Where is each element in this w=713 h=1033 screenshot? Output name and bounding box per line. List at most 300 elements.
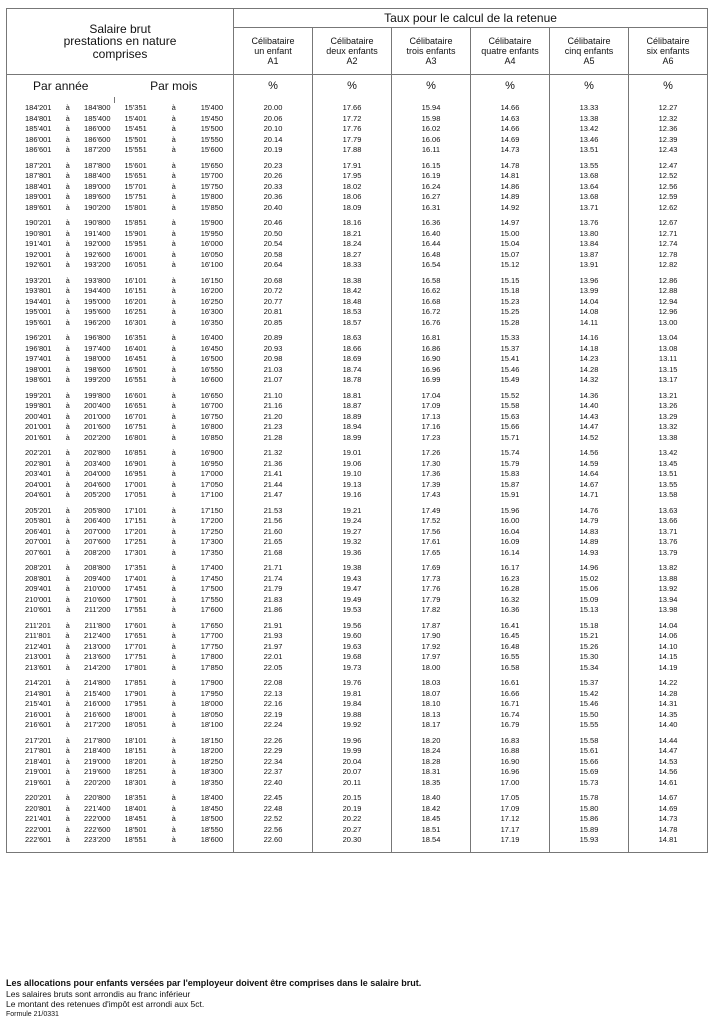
- range-separator: à: [171, 688, 176, 698]
- rate-a2: 18.09: [313, 203, 392, 214]
- rate-a6: 12.59: [629, 192, 708, 203]
- range-separator: à: [65, 631, 70, 640]
- range-separator: à: [65, 375, 70, 384]
- monthly-to: 17'300: [200, 537, 223, 546]
- rate-a6: 14.56: [629, 767, 708, 778]
- range-separator: à: [65, 814, 70, 823]
- rate-a6: 13.42: [629, 448, 708, 459]
- rate-a4: 14.92: [471, 203, 550, 214]
- range-separator: à: [65, 490, 70, 499]
- rate-a1: 22.48: [234, 804, 313, 815]
- monthly-to: 18'000: [200, 699, 223, 708]
- monthly-range: [115, 433, 234, 444]
- monthly-to: 17'350: [200, 547, 223, 557]
- monthly-range: [115, 448, 234, 459]
- monthly-to: 15'400: [200, 103, 223, 112]
- rate-a3: 17.73: [392, 574, 471, 585]
- annual-to: 220'800: [84, 793, 111, 802]
- annual-from: 196'801: [25, 343, 52, 353]
- monthly-from: 17'851: [124, 678, 147, 687]
- table-row: [7, 757, 708, 768]
- rate-a4: 15.63: [471, 412, 550, 423]
- annual-from: 211'801: [25, 631, 51, 640]
- rate-a6: 14.06: [629, 631, 708, 642]
- monthly-to: 17'450: [200, 573, 223, 583]
- rate-a2: 17.88: [313, 145, 392, 156]
- annual-to: 196'800: [84, 333, 111, 342]
- range-separator: à: [171, 490, 176, 499]
- annual-to: 220'200: [84, 777, 111, 787]
- monthly-to: 18'050: [200, 709, 223, 719]
- monthly-range: [115, 344, 234, 355]
- rate-a6: 12.74: [629, 239, 708, 250]
- rate-a2: 18.63: [313, 333, 392, 344]
- range-separator: à: [65, 286, 70, 295]
- rate-a1: 22.16: [234, 699, 313, 710]
- annual-to: 219'000: [84, 756, 111, 766]
- rate-a5: 13.46: [550, 135, 629, 146]
- rate-a1: 21.83: [234, 595, 313, 606]
- annual-to: 218'400: [84, 746, 111, 755]
- rate-a6: 13.98: [629, 605, 708, 616]
- monthly-to: 16'150: [200, 275, 223, 285]
- monthly-range: [115, 401, 234, 412]
- table-row: [7, 563, 708, 574]
- monthly-range: [115, 678, 234, 689]
- rate-a4: 16.28: [471, 584, 550, 595]
- table-row: [7, 318, 708, 329]
- rate-a6: 13.15: [629, 365, 708, 376]
- monthly-to: 17'050: [200, 479, 223, 489]
- rate-a3: 16.48: [392, 250, 471, 261]
- monthly-range: [115, 516, 234, 527]
- monthly-from: 15'401: [124, 113, 147, 123]
- annual-to: 222'000: [84, 814, 111, 823]
- rate-a1: 20.26: [234, 171, 313, 182]
- rate-a1: 20.06: [234, 114, 313, 125]
- rate-a3: 17.87: [392, 621, 471, 632]
- annual-to: 200'400: [84, 401, 111, 410]
- table-row: [7, 182, 708, 193]
- rate-a4: 14.78: [471, 161, 550, 172]
- range-separator: à: [65, 458, 70, 468]
- rate-a4: 15.49: [471, 375, 550, 386]
- range-separator: à: [65, 181, 70, 191]
- range-separator: à: [171, 756, 176, 766]
- rate-a2: 18.33: [313, 260, 392, 271]
- rate-a4: 15.74: [471, 448, 550, 459]
- rate-a4: 16.00: [471, 516, 550, 527]
- table-row: [7, 793, 708, 804]
- range-separator: à: [65, 432, 70, 442]
- annual-range: [7, 333, 115, 344]
- rate-a6: 13.63: [629, 506, 708, 517]
- annual-range: [7, 297, 115, 308]
- annual-from: 208'801: [25, 573, 52, 583]
- annual-from: 201'601: [25, 432, 52, 442]
- annual-range: [7, 605, 115, 616]
- rate-a1: 22.24: [234, 720, 313, 731]
- rate-a6: 12.32: [629, 114, 708, 125]
- rate-a3: 16.62: [392, 286, 471, 297]
- monthly-range: [115, 145, 234, 156]
- table-row: [7, 171, 708, 182]
- range-separator: à: [171, 145, 176, 154]
- annual-from: 215'401: [25, 699, 52, 708]
- rate-a2: 18.81: [313, 391, 392, 402]
- range-separator: à: [65, 275, 70, 285]
- rate-a2: 19.76: [313, 678, 392, 689]
- range-separator: à: [171, 333, 176, 342]
- rate-a3: 16.06: [392, 135, 471, 146]
- rate-a6: 14.69: [629, 804, 708, 815]
- range-separator: à: [171, 479, 176, 489]
- annual-from: 202'201: [25, 448, 52, 457]
- range-separator: à: [65, 103, 70, 112]
- monthly-range: [115, 574, 234, 585]
- rate-a3: 16.02: [392, 124, 471, 135]
- rate-a4: 16.79: [471, 720, 550, 731]
- monthly-range: [115, 804, 234, 815]
- rate-a3: 17.61: [392, 537, 471, 548]
- column-header-line1: Célibataire: [409, 36, 453, 46]
- rate-a6: 14.31: [629, 699, 708, 710]
- range-separator: à: [171, 824, 176, 834]
- range-separator: à: [65, 343, 70, 353]
- monthly-range: [115, 746, 234, 757]
- annual-from: 206'401: [25, 526, 52, 536]
- monthly-from: 16'751: [124, 422, 147, 431]
- annual-to: 204'000: [84, 469, 111, 478]
- rate-a6: 13.66: [629, 516, 708, 527]
- monthly-from: 17'751: [124, 652, 147, 661]
- annual-range: [7, 631, 115, 642]
- range-separator: à: [171, 401, 176, 410]
- rate-a3: 16.58: [392, 276, 471, 287]
- annual-range: [7, 412, 115, 423]
- monthly-range: [115, 710, 234, 721]
- monthly-to: 16'450: [200, 343, 223, 353]
- monthly-range: [115, 793, 234, 804]
- annual-to: 185'400: [84, 113, 111, 123]
- rate-a4: 15.15: [471, 276, 550, 287]
- monthly-from: 18'351: [124, 793, 147, 802]
- monthly-to: 17'100: [200, 490, 223, 499]
- monthly-range: [115, 825, 234, 836]
- monthly-from: 15'551: [124, 145, 147, 154]
- column-header-line1: Célibataire: [330, 36, 374, 46]
- rate-a4: 15.12: [471, 260, 550, 271]
- table-row: [7, 333, 708, 344]
- monthly-range: [115, 631, 234, 642]
- monthly-range: [115, 537, 234, 548]
- percent-header: %: [313, 75, 392, 98]
- rate-a4: 16.55: [471, 652, 550, 663]
- monthly-from: 17'651: [124, 631, 147, 640]
- range-separator: à: [171, 307, 176, 316]
- rate-a3: 18.40: [392, 793, 471, 804]
- rate-a3: 18.28: [392, 757, 471, 768]
- monthly-range: [115, 412, 234, 423]
- taux-header: Taux pour le calcul de la retenue: [234, 9, 708, 28]
- annual-range: [7, 548, 115, 559]
- monthly-to: 18'100: [200, 720, 223, 729]
- rate-a1: 20.46: [234, 218, 313, 229]
- monthly-to: 17'400: [200, 563, 223, 572]
- annual-from: 210'601: [25, 605, 52, 614]
- rate-a5: 14.28: [550, 365, 629, 376]
- table-row: [7, 218, 708, 229]
- rate-a3: 17.76: [392, 584, 471, 595]
- rate-a2: 18.27: [313, 250, 392, 261]
- column-header-line2: six enfants: [646, 46, 690, 56]
- monthly-from: 16'801: [124, 432, 147, 442]
- rate-a2: 18.21: [313, 229, 392, 240]
- annual-range: [7, 804, 115, 815]
- rate-a5: 15.93: [550, 835, 629, 846]
- rate-a1: 21.86: [234, 605, 313, 616]
- monthly-range: [115, 835, 234, 846]
- range-separator: à: [171, 275, 176, 285]
- range-separator: à: [65, 202, 70, 212]
- monthly-to: 16'850: [200, 432, 223, 442]
- rate-a3: 16.31: [392, 203, 471, 214]
- rate-a4: 15.00: [471, 229, 550, 240]
- monthly-to: 16'350: [200, 317, 223, 327]
- monthly-to: 15'550: [200, 134, 223, 144]
- rate-a2: 18.38: [313, 276, 392, 287]
- range-separator: à: [65, 584, 70, 593]
- rate-a4: 16.88: [471, 746, 550, 757]
- table-row: [7, 584, 708, 595]
- rate-a6: 14.44: [629, 736, 708, 747]
- rate-a1: 21.74: [234, 574, 313, 585]
- annual-range: [7, 746, 115, 757]
- annual-to: 189'000: [84, 181, 111, 191]
- monthly-to: 16'900: [200, 448, 223, 457]
- monthly-to: 18'400: [200, 793, 223, 802]
- rate-a5: 13.96: [550, 276, 629, 287]
- annual-from: 213'001: [25, 652, 52, 661]
- range-separator: à: [171, 181, 176, 191]
- rate-a2: 19.68: [313, 652, 392, 663]
- rate-a4: 15.28: [471, 318, 550, 329]
- rate-a5: 13.42: [550, 124, 629, 135]
- table-row: [7, 642, 708, 653]
- rate-a3: 18.42: [392, 804, 471, 815]
- monthly-range: [115, 318, 234, 329]
- rate-a6: 13.32: [629, 422, 708, 433]
- rate-a6: 13.51: [629, 469, 708, 480]
- rate-a6: 13.29: [629, 412, 708, 423]
- rate-a5: 14.67: [550, 480, 629, 491]
- annual-to: 186'000: [84, 124, 111, 133]
- rate-a1: 20.14: [234, 135, 313, 146]
- monthly-to: 17'950: [200, 688, 223, 698]
- annual-to: 214'200: [84, 662, 111, 672]
- rate-a3: 17.82: [392, 605, 471, 616]
- rate-a5: 13.84: [550, 239, 629, 250]
- rate-a1: 21.41: [234, 469, 313, 480]
- annual-to: 187'200: [84, 145, 111, 154]
- annual-to: 217'200: [84, 720, 111, 729]
- rate-a1: 22.45: [234, 793, 313, 804]
- rate-a3: 17.69: [392, 563, 471, 574]
- range-separator: à: [65, 228, 70, 238]
- column-header-a5: [550, 28, 629, 75]
- annual-range: [7, 124, 115, 135]
- table-row: [7, 689, 708, 700]
- range-separator: à: [65, 688, 70, 698]
- rate-a4: 17.19: [471, 835, 550, 846]
- rate-a6: 14.53: [629, 757, 708, 768]
- par-mois-header: Par mois: [115, 75, 234, 98]
- annual-range: [7, 276, 115, 287]
- rate-a4: 14.69: [471, 135, 550, 146]
- rate-a1: 20.00: [234, 103, 313, 114]
- rate-a5: 14.93: [550, 548, 629, 559]
- note-bold: Les allocations pour enfants versées par l'employeur doivent être comprises dans le salaire brut.: [6, 978, 422, 988]
- monthly-from: 18'501: [124, 824, 147, 834]
- rate-a1: 22.08: [234, 678, 313, 689]
- annual-range: [7, 480, 115, 491]
- monthly-to: 15'450: [200, 113, 223, 123]
- table-row: [7, 391, 708, 402]
- annual-from: 212'401: [25, 641, 52, 651]
- range-separator: à: [171, 767, 176, 776]
- range-separator: à: [65, 652, 70, 661]
- range-separator: à: [171, 803, 176, 813]
- rate-a5: 13.91: [550, 260, 629, 271]
- annual-from: 190'801: [25, 228, 52, 238]
- percent-header: %: [550, 75, 629, 98]
- annual-from: 193'201: [25, 275, 52, 285]
- range-separator: à: [65, 260, 70, 269]
- rate-a5: 15.55: [550, 720, 629, 731]
- range-separator: à: [171, 709, 176, 719]
- rate-a3: 18.45: [392, 814, 471, 825]
- rate-a6: 12.47: [629, 161, 708, 172]
- rate-a3: 18.13: [392, 710, 471, 721]
- rate-a1: 20.33: [234, 182, 313, 193]
- rate-a6: 12.78: [629, 250, 708, 261]
- range-separator: à: [171, 375, 176, 384]
- annual-range: [7, 103, 115, 114]
- rate-a4: 15.87: [471, 480, 550, 491]
- range-separator: à: [171, 662, 176, 672]
- range-separator: à: [171, 631, 176, 640]
- annual-from: 204'001: [25, 479, 52, 489]
- annual-from: 191'401: [25, 239, 52, 248]
- rate-a3: 18.20: [392, 736, 471, 747]
- monthly-to: 18'500: [200, 814, 223, 823]
- range-separator: à: [65, 192, 70, 201]
- range-separator: à: [65, 134, 70, 144]
- rate-a4: 17.12: [471, 814, 550, 825]
- monthly-from: 17'151: [124, 516, 147, 525]
- table-row: [7, 433, 708, 444]
- rate-a4: 16.36: [471, 605, 550, 616]
- rate-a1: 22.34: [234, 757, 313, 768]
- rate-a2: 18.57: [313, 318, 392, 329]
- range-separator: à: [65, 720, 70, 729]
- rate-a1: 21.10: [234, 391, 313, 402]
- annual-to: 212'400: [84, 631, 111, 640]
- rate-a3: 17.30: [392, 459, 471, 470]
- table-row: [7, 736, 708, 747]
- monthly-to: 17'650: [200, 620, 223, 630]
- range-separator: à: [171, 458, 176, 468]
- note-rounding-salary: Les salaires bruts sont arrondis au franc inférieur: [6, 988, 191, 999]
- annual-range: [7, 595, 115, 606]
- rate-a2: 20.15: [313, 793, 392, 804]
- rate-a2: 20.30: [313, 835, 392, 846]
- rate-a5: 13.68: [550, 171, 629, 182]
- monthly-range: [115, 736, 234, 747]
- monthly-from: 18'451: [124, 814, 147, 823]
- column-header-line1: Célibataire: [567, 36, 611, 46]
- rate-a5: 14.43: [550, 412, 629, 423]
- rate-a4: 16.58: [471, 663, 550, 674]
- rate-a2: 19.73: [313, 663, 392, 674]
- rate-a4: 17.17: [471, 825, 550, 836]
- annual-to: 188'400: [84, 171, 111, 180]
- rate-a3: 16.11: [392, 145, 471, 156]
- annual-to: 209'400: [84, 573, 111, 583]
- annual-range: [7, 422, 115, 433]
- rate-a6: 13.58: [629, 490, 708, 501]
- monthly-range: [115, 114, 234, 125]
- range-separator: à: [65, 824, 70, 834]
- rate-a1: 21.23: [234, 422, 313, 433]
- rate-a6: 12.27: [629, 103, 708, 114]
- rate-a3: 18.17: [392, 720, 471, 731]
- annual-range: [7, 171, 115, 182]
- rate-a4: 15.33: [471, 333, 550, 344]
- monthly-to: 18'550: [200, 824, 223, 834]
- annual-range: [7, 736, 115, 747]
- monthly-range: [115, 778, 234, 789]
- rate-a6: 14.19: [629, 663, 708, 674]
- annual-range: [7, 307, 115, 318]
- annual-range: [7, 516, 115, 527]
- range-separator: à: [171, 260, 176, 269]
- table-row: [7, 490, 708, 501]
- monthly-to: 17'150: [200, 505, 223, 515]
- monthly-range: [115, 584, 234, 595]
- rate-a1: 21.47: [234, 490, 313, 501]
- annual-from: 218'401: [25, 756, 52, 766]
- range-separator: à: [65, 735, 70, 745]
- monthly-range: [115, 605, 234, 616]
- monthly-from: 15'801: [124, 202, 147, 212]
- monthly-to: 17'550: [200, 594, 223, 604]
- monthly-to: 15'950: [200, 228, 223, 238]
- annual-to: 193'200: [84, 260, 111, 269]
- rate-a4: 14.86: [471, 182, 550, 193]
- monthly-range: [115, 767, 234, 778]
- table-row: [7, 114, 708, 125]
- rate-a5: 14.96: [550, 563, 629, 574]
- annual-from: 199'201: [25, 390, 52, 400]
- rate-a4: 15.58: [471, 401, 550, 412]
- monthly-range: [115, 506, 234, 517]
- rate-a3: 16.81: [392, 333, 471, 344]
- rate-a5: 13.68: [550, 192, 629, 203]
- monthly-range: [115, 218, 234, 229]
- range-separator: à: [171, 343, 176, 353]
- monthly-range: [115, 652, 234, 663]
